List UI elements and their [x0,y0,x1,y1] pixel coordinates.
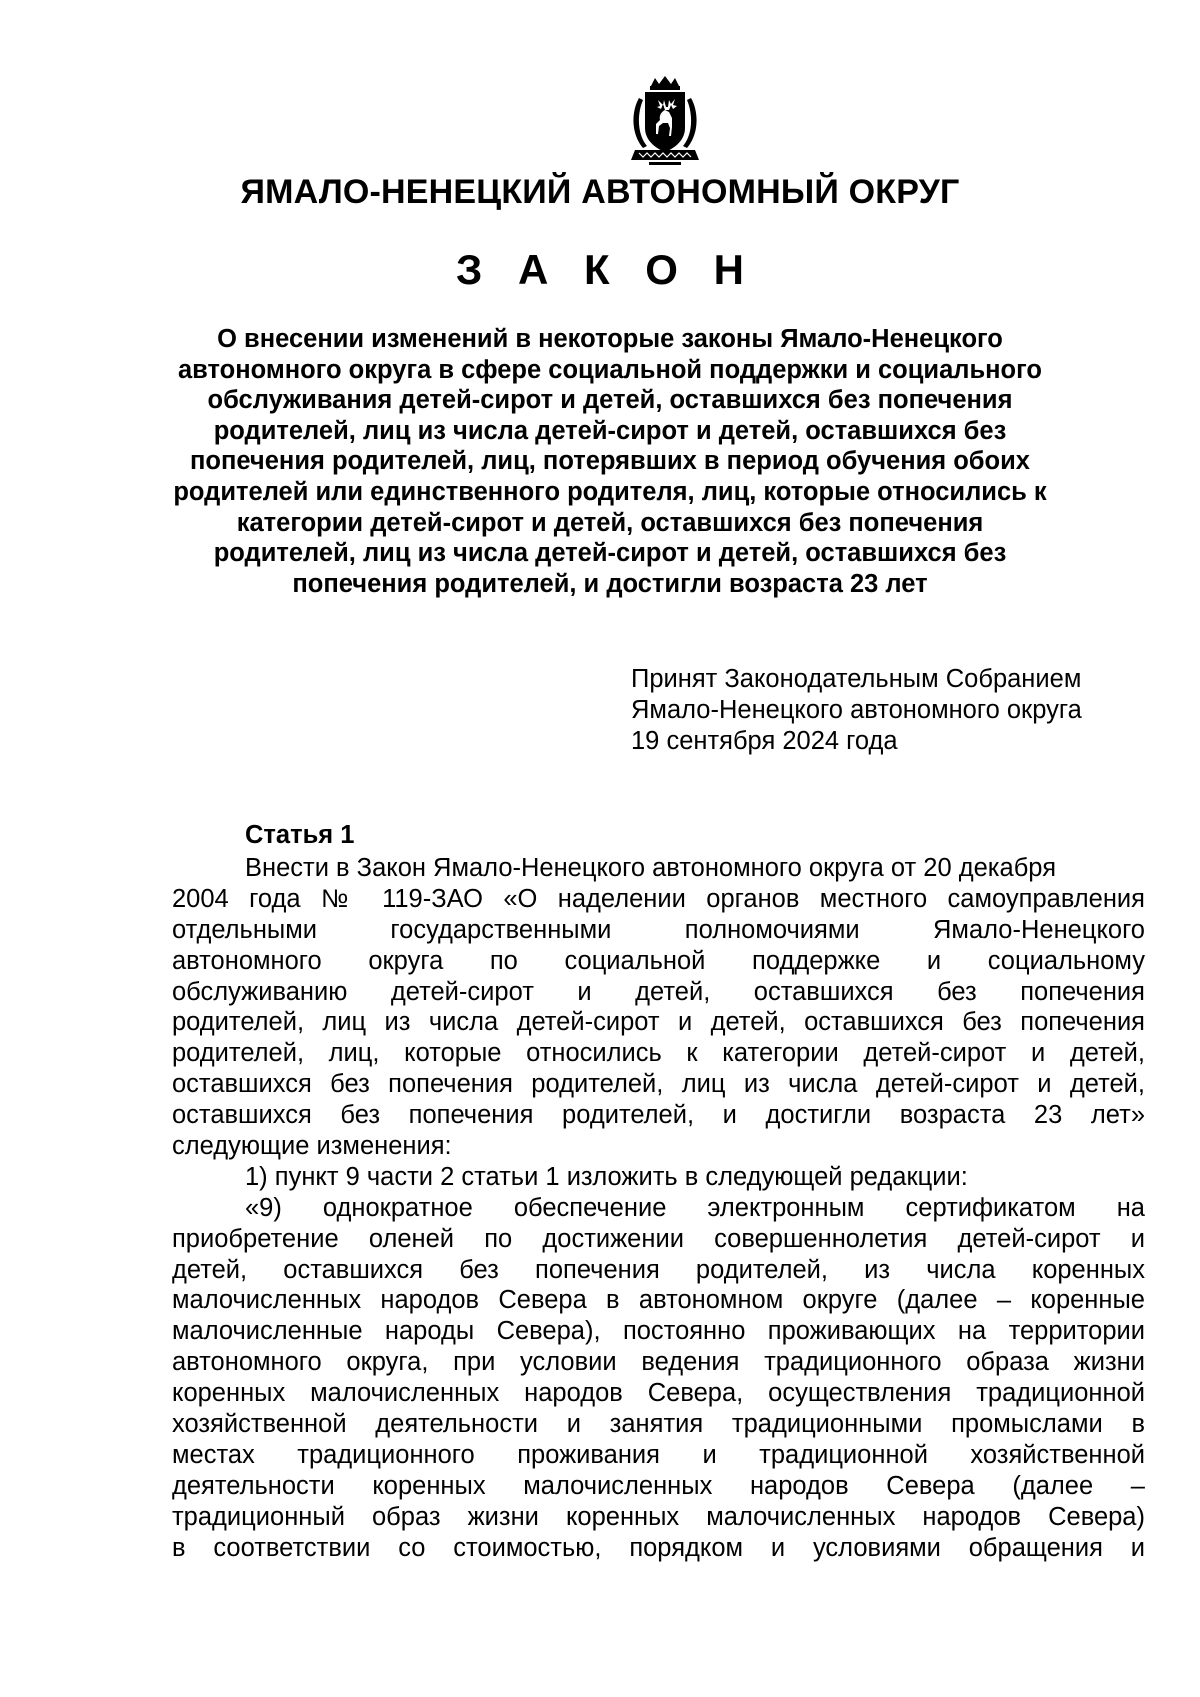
article-line: приобретение оленей по достижении совершеннолетия детей-сирот и [172,1224,1145,1253]
article-line: отдельными государственными полномочиями Ямало-Ненецкого [172,915,1145,944]
article-line: малочисленные народы Севера), постоянно проживающих на территории [172,1317,1145,1346]
article-line: малочисленных народов Севера в автономном округе (далее – коренные [172,1286,1145,1315]
law-title-line: категории детей-сирот и детей, оставшихся без попечения [236,508,984,537]
adoption-line: Ямало-Ненецкого автономного округа [631,696,1082,724]
law-title-line: попечения родителей, лиц, потерявших в период обучения обоих [190,447,1030,476]
article-line: автономного округа, при условии ведения традиционного образа жизни [172,1348,1145,1377]
document-type: З А К О Н [456,246,756,293]
adoption-line: Принят Законодательным Собранием [631,665,1082,693]
article-line: в соответствии со стоимостью, порядком и условиями обращения и [172,1533,1145,1562]
article-body [172,853,1145,1563]
article-line: следующие изменения: [172,1132,452,1161]
article-line: Внести в Закон Ямало-Ненецкого автономного округа от 20 декабря [245,854,1057,882]
article-line: автономного округа по социальной поддержке и социальному [172,946,1145,975]
law-title-line: попечения родителей, и достигли возраста 23 лет [292,569,928,598]
law-title-line: обслуживания детей-сирот и детей, оставшихся без попечения [207,386,1013,415]
adoption-note [631,664,1151,757]
article-line: 2004 года № 119-ЗАО «О наделении органов местного самоуправления [172,884,1145,913]
article-line: местах традиционного проживания и традиционной хозяйственной [172,1440,1145,1469]
article-line: детей, оставшихся без попечения родителей, из числа коренных [172,1255,1145,1284]
article-line: коренных малочисленных народов Севера, осуществления традиционной [172,1379,1145,1408]
adoption-date: 19 сентября 2024 года [631,727,898,755]
law-title-line: родителей, лиц из числа детей-сирот и детей, оставшихся без [213,539,1007,568]
article-line: деятельности коренных малочисленных народов Севера (далее – [172,1471,1145,1500]
article-heading: Статья 1 [245,821,355,849]
article-line: 1) пункт 9 части 2 статьи 1 изложить в следующей редакции: [245,1162,968,1191]
article-line: обслуживанию детей-сирот и детей, оставшихся без попечения [172,977,1145,1006]
law-title-line: О внесении изменений в некоторые законы Ямало-Ненецкого [217,325,1003,353]
article-line: родителей, лиц из числа детей-сирот и детей, оставшихся без попечения [172,1008,1145,1037]
article-line: родителей, лиц, которые относились к категории детей-сирот и детей, [172,1039,1145,1068]
region-title: ЯМАЛО-НЕНЕЦКИЙ АВТОНОМНЫЙ ОКРУГ [240,173,960,211]
law-title-line: автономного округа в сфере социальной поддержки и социального [178,355,1042,384]
article-line: оставшихся без попечения родителей, лиц из числа детей-сирот и детей, [172,1070,1145,1099]
law-title-line: родителей или единственного родителя, лиц, которые относились к [173,477,1047,506]
article-line: «9) однократное обеспечение электронным сертификатом на [245,1193,1145,1222]
coat-of-arms-icon [625,76,705,168]
law-title-line: родителей, лиц из числа детей-сирот и детей, оставшихся без [213,416,1007,445]
article-line: оставшихся без попечения родителей, и достигли возраста 23 лет» [172,1101,1145,1130]
law-title [150,324,1070,599]
article-line: традиционный образ жизни коренных малочисленных народов Севера) [172,1502,1145,1531]
article-line: хозяйственной деятельности и занятия традиционными промыслами в [172,1410,1145,1439]
